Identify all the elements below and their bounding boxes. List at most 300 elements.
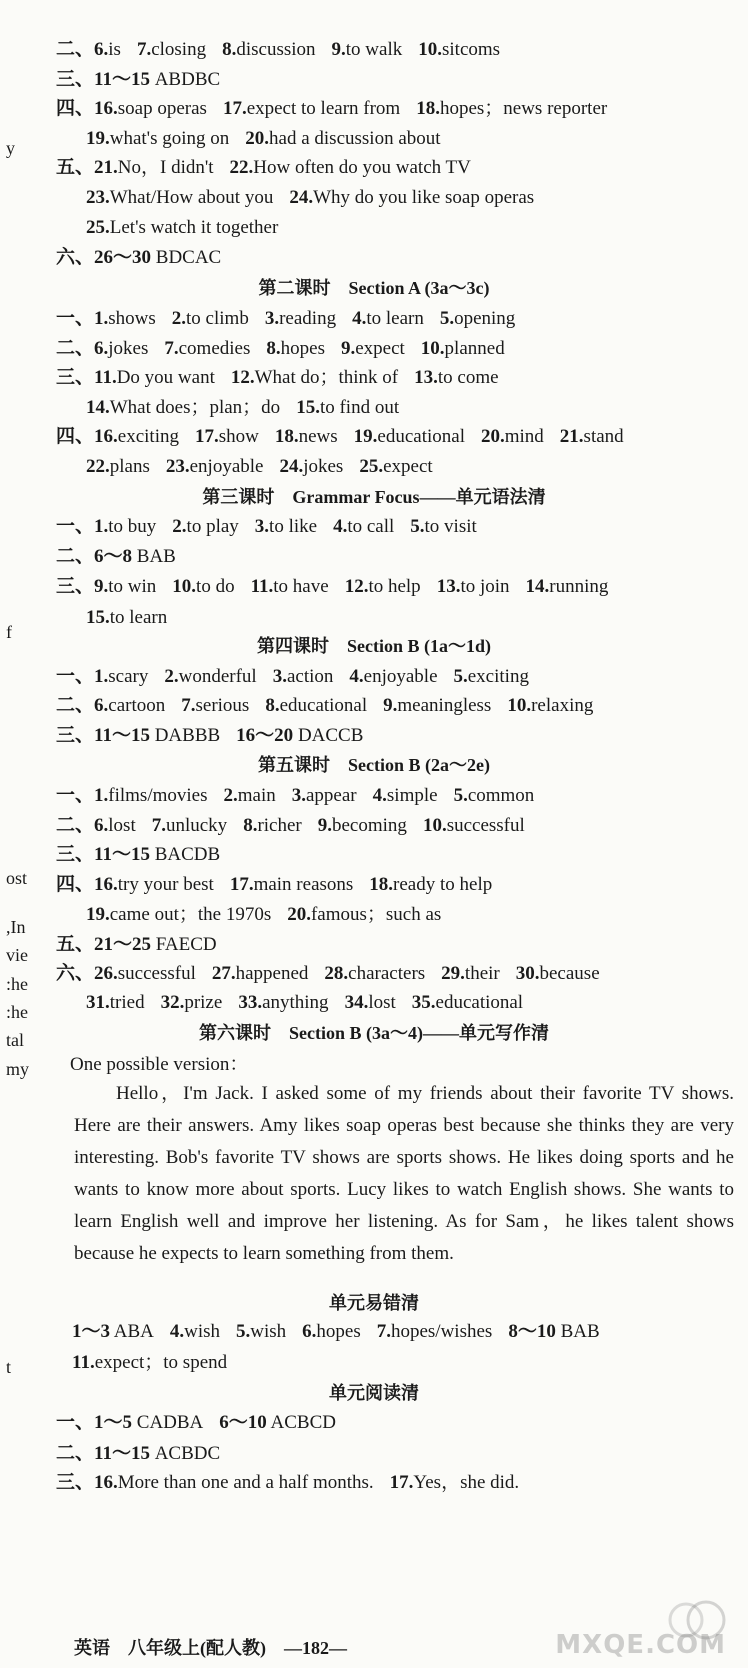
answer-item (273, 666, 334, 687)
answer-number: 一、1. (56, 516, 109, 537)
answer-item (437, 576, 510, 597)
answer-number: 二、6. (56, 39, 109, 60)
answer-text: to find out (319, 397, 400, 418)
answer-number: 一、1. (56, 308, 109, 329)
answer-text: what's going on (109, 128, 230, 149)
answer-text: BAB (555, 1321, 600, 1342)
answer-number: 1～3 (72, 1321, 111, 1342)
answer-item (86, 456, 150, 477)
answer-number: 15. (296, 397, 320, 418)
answer-text: discussion (236, 39, 316, 60)
answer-item (390, 1472, 520, 1493)
answer-number: 4. (333, 516, 348, 537)
answer-number: 2. (164, 666, 179, 687)
answer-item (369, 874, 492, 895)
answer-number: 14. (86, 397, 110, 418)
answer-number: 3. (272, 666, 287, 687)
margin-fragment: y (6, 138, 15, 158)
answer-line (86, 903, 441, 927)
answer-item (302, 1321, 361, 1342)
answer-text: films/movies (108, 785, 208, 806)
answer-item (56, 1472, 374, 1493)
answer-number: 17. (222, 98, 247, 119)
answer-line (56, 545, 176, 569)
answer-text: successful (446, 815, 525, 836)
answer-number: 三、11. (56, 367, 117, 388)
answer-number: 18. (274, 426, 299, 447)
answer-item (454, 785, 535, 806)
answer-item (481, 426, 544, 447)
answer-line (86, 396, 399, 420)
answer-text: comedies (178, 338, 251, 359)
answer-text: to help (368, 576, 421, 597)
answer-number: 22. (229, 157, 254, 178)
answer-number: 3. (264, 308, 280, 329)
margin-fragment: ost (6, 868, 28, 888)
answer-number: 31. (86, 992, 110, 1013)
answer-item (423, 815, 525, 836)
answer-number: 12. (230, 367, 255, 388)
answer-text: serious (195, 695, 250, 716)
answer-line (56, 425, 624, 449)
answer-item (265, 308, 336, 329)
answer-line (56, 665, 529, 689)
answer-number: 32. (160, 992, 185, 1013)
answer-item (289, 187, 534, 208)
answer-item (86, 128, 229, 149)
answer-item (72, 1321, 154, 1342)
writing-body: Hello，I'm Jack. I asked some of my friends about their favorite TV shows. Here are their answers. Amy likes soap operas best because she thinks they are very interesting. Bob's favorite TV shows are sports shows. He likes doing sports and he wants to know more about sports. Lucy likes to watch English shows. She wants to learn English well and improve her listening. As for Sam，he likes talent shows because he expects to learn something from them. (74, 1083, 734, 1264)
answer-number: 21. (559, 426, 584, 447)
answer-line (56, 575, 608, 599)
answer-text: relaxing (531, 695, 594, 716)
answer-item (56, 785, 208, 806)
answer-item (508, 1321, 599, 1342)
answer-number: 17. (229, 874, 254, 895)
margin-fragment: tal (6, 1030, 24, 1050)
section-heading: 第六课时 Section B (3a～4)——单元写作清 (199, 1023, 549, 1043)
answer-item (352, 308, 424, 329)
answer-text: to like (269, 516, 318, 537)
answer-item (318, 815, 407, 836)
answer-line (86, 127, 441, 151)
margin-fragment: :he (6, 1002, 28, 1022)
answer-item (421, 338, 505, 359)
answer-item (56, 98, 207, 119)
answer-text: show (218, 426, 259, 447)
answer-item (86, 397, 280, 418)
answer-number: 23. (86, 187, 110, 208)
answer-text: becoming (332, 815, 407, 836)
answer-item (56, 815, 136, 836)
answer-text: hopes；news reporter (439, 98, 608, 119)
answer-number: 10. (507, 695, 532, 716)
answer-text: DABBB (149, 725, 221, 746)
answer-text: ABA (110, 1321, 154, 1342)
answer-number: 8. (265, 695, 280, 716)
answer-item (377, 1321, 493, 1342)
answer-number: 8. (222, 39, 237, 60)
answer-text: to learn (109, 607, 168, 628)
margin-fragment: f (6, 622, 12, 642)
answer-number: 20. (287, 904, 311, 925)
answer-line (56, 1442, 220, 1466)
answer-text: mind (504, 426, 544, 447)
answer-number: 4. (372, 785, 387, 806)
section-heading: 单元阅读清 (329, 1383, 419, 1403)
answer-item (56, 426, 179, 447)
answer-text: to climb (186, 308, 249, 329)
answer-text: richer (257, 815, 302, 836)
answer-number: 22. (86, 456, 110, 477)
answer-item (164, 338, 250, 359)
answer-item (526, 576, 609, 597)
answer-text: wonderful (178, 666, 257, 687)
answer-number: 3. (254, 516, 270, 537)
answer-number: 17. (389, 1472, 414, 1493)
answer-item (332, 39, 403, 60)
answer-number: 34. (344, 992, 369, 1013)
answer-text: to do (196, 576, 235, 597)
answer-item (212, 963, 309, 984)
section-heading: 第四课时 Section B (1a～1d) (257, 636, 491, 656)
margin-fragment: ,In (6, 917, 26, 937)
answer-number: 27. (211, 963, 236, 984)
answer-number: 7. (181, 695, 196, 716)
answer-number: 二、6. (56, 338, 109, 359)
answer-text: anything (262, 992, 329, 1013)
answer-item (441, 963, 500, 984)
answer-number: 9. (317, 815, 332, 836)
answer-number: 23. (165, 456, 190, 477)
answer-item (236, 1321, 286, 1342)
answer-number: 19. (353, 426, 378, 447)
answer-text: What do；think of (254, 367, 399, 388)
answer-number: 25. (86, 217, 110, 238)
answer-number: 三、9. (56, 576, 109, 597)
answer-text: What/How about you (109, 187, 274, 208)
answer-text: educational (435, 992, 524, 1013)
answer-text: educational (279, 695, 368, 716)
answer-text: lost (368, 992, 396, 1013)
answer-number: 20. (245, 128, 270, 149)
answer-line (56, 933, 217, 957)
answer-item (287, 904, 441, 925)
answer-number: 二、6. (56, 695, 109, 716)
section-heading: 单元易错清 (329, 1293, 419, 1313)
answer-item (56, 576, 156, 597)
answer-text: opening (454, 308, 516, 329)
answer-text: lost (108, 815, 136, 836)
answer-item (266, 338, 325, 359)
answer-number: 15. (86, 607, 110, 628)
answer-item (296, 397, 399, 418)
answer-item (56, 338, 148, 359)
answer-line (56, 1411, 336, 1435)
answer-number: 24. (289, 187, 314, 208)
answer-item (383, 695, 491, 716)
answer-text: expect (355, 338, 405, 359)
answer-text: exciting (117, 426, 179, 447)
answer-item (275, 426, 338, 447)
answer-number: 6. (302, 1321, 317, 1342)
answer-text: wish (250, 1321, 287, 1342)
answer-text: action (286, 666, 334, 687)
answer-text: their (464, 963, 500, 984)
answer-text: came out；the 1970s (109, 904, 272, 925)
writing-sample (74, 1078, 734, 1270)
answer-text: simple (386, 785, 438, 806)
answer-item (219, 1412, 336, 1433)
answer-number: 6～10 (219, 1412, 267, 1433)
answer-line (56, 246, 221, 270)
answer-text: ACBDC (149, 1443, 221, 1464)
answer-number: 10. (418, 39, 442, 60)
answer-text: stand (583, 426, 624, 447)
answer-number: 四、16. (56, 426, 118, 447)
section-heading: 第二课时 Section A (3a～3c) (258, 278, 490, 298)
answer-item (238, 992, 328, 1013)
answer-item (166, 456, 264, 477)
answer-text: No，I didn't (117, 157, 214, 178)
answer-number: 二、11～15 (56, 1443, 150, 1464)
answer-text: to call (347, 516, 395, 537)
answer-number: 19. (86, 128, 110, 149)
answer-text: characters (348, 963, 426, 984)
answer-item (86, 992, 145, 1013)
answer-line (56, 843, 220, 867)
answer-number: 10. (172, 576, 197, 597)
answer-number: 8～10 (508, 1321, 556, 1342)
answer-text: common (467, 785, 535, 806)
answer-number: 8. (266, 338, 281, 359)
answer-item (56, 934, 217, 955)
answer-line (56, 724, 363, 748)
answer-item (292, 785, 357, 806)
answer-text: Why do you like soap operas (313, 187, 535, 208)
answer-item (349, 666, 437, 687)
answer-item (56, 844, 220, 865)
margin-fragment: vie (6, 945, 28, 965)
answer-line (56, 156, 471, 180)
answer-number: 8. (243, 815, 258, 836)
answer-item (56, 157, 214, 178)
answer-number: 六、26～30 (56, 247, 152, 268)
answer-number: 20. (480, 426, 505, 447)
answer-number: 4. (169, 1321, 185, 1342)
answer-text: sitcoms (442, 39, 501, 60)
answer-item (341, 338, 405, 359)
section-heading: 第三课时 Grammar Focus——单元语法清 (202, 487, 546, 507)
answer-text: Let's watch it together (109, 217, 279, 238)
answer-item (56, 874, 214, 895)
answer-text: hopes (280, 338, 325, 359)
answer-item (56, 725, 220, 746)
answer-text: to play (186, 516, 239, 537)
answer-number: 2. (171, 308, 187, 329)
answer-item (56, 69, 220, 90)
answer-item (224, 785, 276, 806)
answer-line (56, 68, 220, 92)
answer-line (86, 216, 278, 240)
answer-number: 7. (151, 815, 166, 836)
answer-item (86, 607, 167, 628)
answer-text: scary (108, 666, 149, 687)
answer-text: DACCB (293, 725, 364, 746)
answer-item (265, 695, 367, 716)
answer-line (72, 1320, 600, 1344)
answer-line (56, 307, 515, 331)
answer-text: to join (460, 576, 510, 597)
answer-text: tried (109, 992, 145, 1013)
answer-line (86, 991, 523, 1015)
section-heading: 第五课时 Section B (2a～2e) (258, 755, 490, 775)
answer-number: 14. (525, 576, 550, 597)
answer-item (245, 128, 440, 149)
answer-line (86, 606, 167, 630)
answer-text: happened (235, 963, 309, 984)
answer-number: 一、1. (56, 785, 109, 806)
answer-number: 18. (416, 98, 440, 119)
answer-item (56, 666, 148, 687)
answer-number: 16～20 (236, 725, 294, 746)
answer-text: to visit (424, 516, 477, 537)
answer-number: 四、16. (56, 874, 118, 895)
answer-line (72, 1351, 227, 1375)
answer-item (230, 874, 353, 895)
answer-number: 30. (515, 963, 540, 984)
answer-number: 4. (349, 666, 364, 687)
answer-line (56, 814, 525, 838)
answer-number: 5. (453, 785, 468, 806)
answer-item (354, 426, 465, 447)
answer-number: 二、6. (56, 815, 109, 836)
answer-text: main reasons (253, 874, 354, 895)
answer-text: jokes (108, 338, 149, 359)
answer-item (56, 1443, 220, 1464)
answer-number: 10. (420, 338, 445, 359)
answer-text: to buy (108, 516, 157, 537)
answer-number: 11. (72, 1352, 95, 1373)
answer-text: because (539, 963, 600, 984)
answer-item (560, 426, 624, 447)
answer-line (56, 337, 505, 361)
answer-number: 19. (86, 904, 110, 925)
answer-number: 2. (223, 785, 238, 806)
answer-number: 一、1～5 (56, 1412, 133, 1433)
answer-text: What does；plan；do (109, 397, 281, 418)
answer-text: More than one and a half months. (117, 1472, 374, 1493)
answer-item (414, 367, 498, 388)
answer-item (223, 98, 400, 119)
answer-item (516, 963, 600, 984)
answer-text: Do you want (116, 367, 215, 388)
answer-text: expect (383, 456, 433, 477)
answer-text: BAB (132, 546, 176, 567)
answer-line (56, 515, 477, 539)
answer-number: 三、11～15 (56, 725, 150, 746)
answer-text: BDCAC (151, 247, 222, 268)
answer-number: 4. (352, 308, 367, 329)
answer-number: 11. (250, 576, 274, 597)
answer-item (56, 695, 165, 716)
margin-fragment: t (6, 1357, 12, 1377)
answer-line (56, 97, 607, 121)
answer-number: 7. (164, 338, 179, 359)
answer-text: hopes (316, 1321, 361, 1342)
answer-item (410, 516, 477, 537)
answer-item (56, 1412, 203, 1433)
answer-item (279, 456, 343, 477)
answer-item (230, 157, 471, 178)
answer-item (172, 516, 239, 537)
answer-line (86, 455, 433, 479)
answer-text: to learn (366, 308, 424, 329)
writing-intro: One possible version： (70, 1054, 249, 1075)
answer-text: running (549, 576, 609, 597)
answer-item (164, 666, 256, 687)
answer-item (416, 98, 607, 119)
answer-item (345, 992, 396, 1013)
answer-item (236, 725, 363, 746)
answer-text: main (237, 785, 276, 806)
answer-item (243, 815, 302, 836)
answer-text: ABDBC (149, 69, 221, 90)
answer-number: 3. (291, 785, 306, 806)
answer-text: Yes，she did. (413, 1472, 520, 1493)
answer-item (161, 992, 223, 1013)
answer-number: 二、6～8 (56, 546, 133, 567)
answer-item (222, 39, 315, 60)
answer-number: 13. (436, 576, 461, 597)
margin-fragment: my (6, 1059, 30, 1079)
answer-text: expect；to spend (94, 1352, 228, 1373)
answer-text: is (108, 39, 121, 60)
answer-item (72, 1352, 227, 1373)
answer-text: cartoon (108, 695, 166, 716)
answer-item (345, 576, 421, 597)
answer-text: plans (109, 456, 150, 477)
answer-number: 12. (344, 576, 369, 597)
answer-number: 28. (324, 963, 349, 984)
answer-text: had a discussion about (269, 128, 441, 149)
answer-line (56, 873, 492, 897)
answer-text: ACBCD (266, 1412, 336, 1433)
answer-number: 5. (236, 1321, 251, 1342)
answer-item (56, 39, 121, 60)
answer-item (231, 367, 398, 388)
answer-line (56, 694, 593, 718)
answer-item (56, 963, 196, 984)
answer-text: ready to help (393, 874, 493, 895)
answer-line (56, 1471, 519, 1495)
answer-item (195, 426, 259, 447)
answer-item (172, 308, 249, 329)
answer-number: 六、26. (56, 963, 118, 984)
answer-number: 18. (369, 874, 394, 895)
answer-text: try your best (117, 874, 214, 895)
answer-number: 9. (331, 39, 346, 60)
answer-text: soap operas (117, 98, 207, 119)
answer-text: to have (273, 576, 329, 597)
answer-item (181, 695, 249, 716)
answer-text: closing (151, 39, 207, 60)
answer-number: 7. (376, 1321, 391, 1342)
answer-item (56, 516, 156, 537)
answer-number: 三、11～15 (56, 844, 150, 865)
answer-number: 5. (410, 516, 425, 537)
answer-text: FAECD (151, 934, 217, 955)
